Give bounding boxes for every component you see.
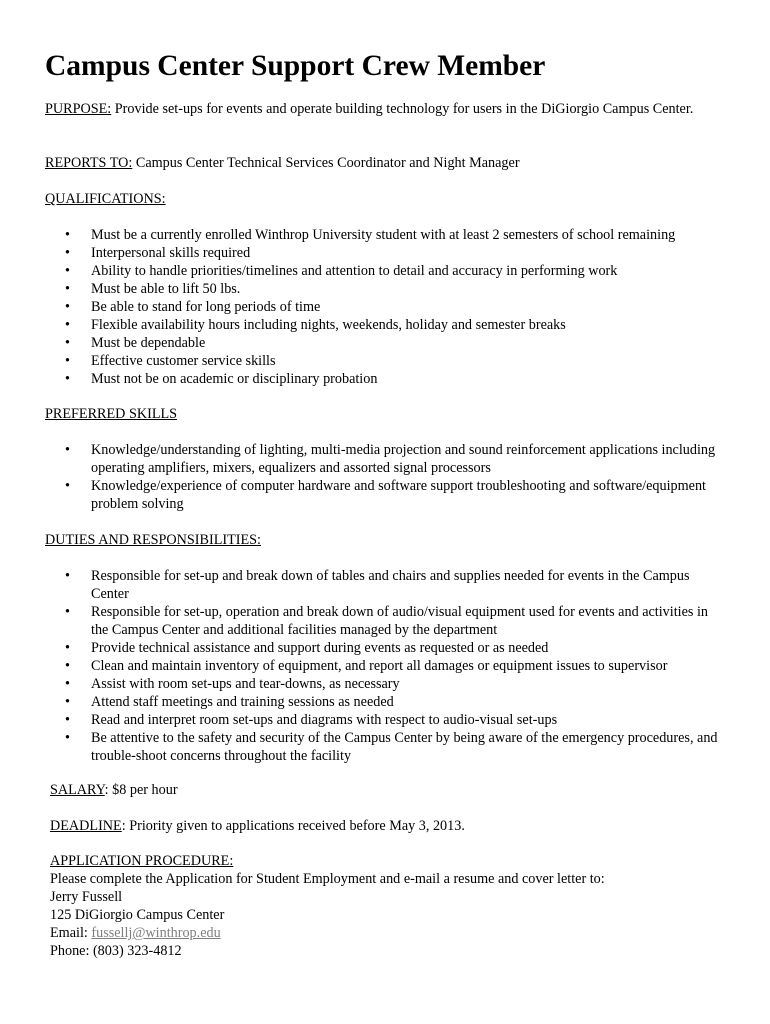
- deadline-paragraph: [50, 817, 730, 835]
- salary-label: SALARY: [50, 782, 105, 798]
- duties-heading: DUTIES AND RESPONSIBILITIES:: [45, 532, 261, 548]
- contact-phone: Phone: (803) 323-4812: [50, 943, 182, 959]
- list-item: • Responsible for set-up, operation and break down of audio/visual equipment used for events and activities in the Campus Center and additional facilities managed by the department: [45, 603, 725, 639]
- reports-to-label: REPORTS TO:: [45, 155, 133, 171]
- list-item: • Clean and maintain inventory of equipment, and report all damages or equipment issues to supervisor: [45, 657, 725, 675]
- salary-paragraph: [50, 781, 730, 799]
- salary-text: : $8 per hour: [104, 782, 178, 798]
- list-item: • Attend staff meetings and training sessions as needed: [45, 693, 725, 711]
- qualifications-heading: QUALIFICATIONS:: [45, 191, 166, 207]
- list-item: • Responsible for set-up and break down of tables and chairs and supplies needed for events in the Campus Center: [45, 567, 725, 603]
- list-item: • Interpersonal skills required: [45, 244, 725, 262]
- list-item: • Knowledge/experience of computer hardware and software support troubleshooting and software/equipment problem solving: [45, 477, 725, 513]
- application-section: [50, 852, 730, 960]
- list-item: • Read and interpret room set-ups and diagrams with respect to audio-visual set-ups: [45, 711, 725, 729]
- list-item: • Flexible availability hours including nights, weekends, holiday and semester breaks: [45, 316, 725, 334]
- deadline-text: : Priority given to applications received before May 3, 2013.: [121, 818, 465, 834]
- contact-email-line: [50, 924, 730, 942]
- qualifications-list: [45, 226, 725, 388]
- email-link[interactable]: fussellj@winthrop.edu: [91, 925, 221, 941]
- list-item: • Ability to handle priorities/timelines and attention to detail and accuracy in performing work: [45, 262, 725, 280]
- duties-list: [45, 567, 725, 765]
- purpose-paragraph: [45, 100, 725, 118]
- purpose-label: PURPOSE:: [45, 101, 112, 117]
- list-item: • Provide technical assistance and support during events as requested or as needed: [45, 639, 725, 657]
- application-instructions: Please complete the Application for Student Employment and e-mail a resume and cover letter to:: [50, 871, 605, 887]
- reports-to-text: Campus Center Technical Services Coordinator and Night Manager: [132, 155, 520, 171]
- list-item: • Knowledge/understanding of lighting, multi-media projection and sound reinforcement applications including operating amplifiers, mixers, equalizers and assorted signal processors: [45, 441, 725, 477]
- list-item: • Must be able to lift 50 lbs.: [45, 280, 725, 298]
- list-item: • Assist with room set-ups and tear-downs, as necessary: [45, 675, 725, 693]
- reports-to-paragraph: [45, 154, 725, 172]
- deadline-label: DEADLINE: [50, 818, 122, 834]
- application-heading: APPLICATION PROCEDURE:: [50, 853, 234, 869]
- page-title: Campus Center Support Crew Member: [45, 50, 546, 82]
- list-item: • Be attentive to the safety and security of the Campus Center by being aware of the emergency procedures, and trouble-shoot concerns throughout the facility: [45, 729, 725, 765]
- email-label: Email:: [50, 925, 92, 941]
- purpose-text: Provide set-ups for events and operate building technology for users in the DiGiorgio Campus Center.: [111, 101, 694, 117]
- list-item: • Must be dependable: [45, 334, 725, 352]
- list-item: • Be able to stand for long periods of time: [45, 298, 725, 316]
- list-item: • Must be a currently enrolled Winthrop University student with at least 2 semesters of school remaining: [45, 226, 725, 244]
- list-item: • Effective customer service skills: [45, 352, 725, 370]
- list-item: • Must not be on academic or disciplinary probation: [45, 370, 725, 388]
- contact-address: 125 DiGiorgio Campus Center: [50, 907, 225, 923]
- contact-name: Jerry Fussell: [50, 889, 123, 905]
- preferred-skills-list: [45, 441, 725, 513]
- preferred-skills-heading: PREFERRED SKILLS: [45, 406, 178, 422]
